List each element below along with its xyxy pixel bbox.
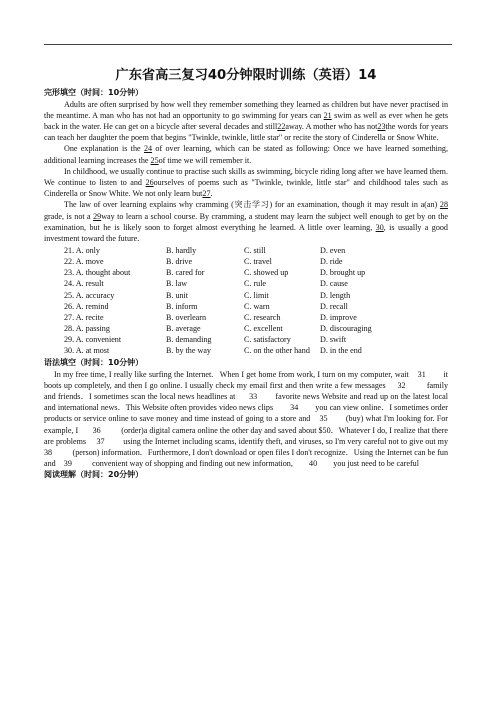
- option-c: C. warn: [244, 301, 270, 311]
- text-run: of over learning, which can be stated as following: Once we have learned something, additional learning increases the: [44, 144, 449, 165]
- option-row: [64, 245, 448, 256]
- option-a: 28. A. passing: [64, 323, 110, 333]
- blank-23: 23: [377, 121, 386, 131]
- option-c: C. showed up: [244, 268, 289, 278]
- reading-heading: 阅读理解（时间：20分钟）: [44, 470, 144, 480]
- chinese-gloss: 突击学习: [233, 200, 270, 210]
- option-d: D. discouraging: [320, 323, 372, 333]
- text-run: ) for an examination, though it may result in a(an): [269, 200, 440, 210]
- cloze-paragraph-4: [44, 199, 448, 244]
- option-b: B. overlearn: [166, 312, 207, 322]
- text-run: way to learn a school course. By cramming, a student may learn the subject well enough to get by on the examination, but he is likely soon to forget almost everything he learned. A little over learning,: [44, 211, 448, 232]
- option-a: 25. A. accuracy: [64, 290, 115, 300]
- option-a: 27. A. recite: [64, 312, 104, 322]
- header-rule: [44, 44, 452, 45]
- option-d: D. ride: [320, 257, 343, 267]
- option-c: C. still: [244, 246, 266, 256]
- option-b: B. unit: [166, 290, 189, 300]
- option-a: 24. A. result: [64, 279, 104, 289]
- blank-21: 21: [323, 110, 332, 120]
- option-c: C. on the other hand: [244, 345, 310, 355]
- cloze-paragraph-1: [44, 99, 448, 144]
- blank-24: 24: [143, 144, 153, 154]
- text-run: swim as well as ever when he gets back in the water. He can get on a bicycle after several decades and still: [44, 110, 449, 131]
- blank-27: 27: [202, 189, 211, 199]
- option-row: [64, 256, 448, 267]
- text-run: In childhood, we usually continue to practise such skills as swimming, bicycle riding long after we have learned them. We continue to listen to and: [44, 166, 448, 187]
- grammar-heading: 语法填空（时间：10分钟）: [44, 358, 144, 368]
- option-row: [64, 290, 448, 301]
- text-run: away. A mother who has not: [285, 121, 378, 131]
- option-row: [64, 323, 448, 334]
- blank-28: 28: [439, 200, 448, 210]
- option-a: 23. A. thought about: [64, 268, 131, 278]
- option-b: B. hardly: [166, 246, 197, 256]
- option-a: 22. A. move: [64, 257, 104, 267]
- option-d: D. cause: [320, 279, 348, 289]
- document-page: [44, 60, 465, 481]
- option-c: C. research: [244, 312, 281, 322]
- option-a: 30. A. at most: [64, 345, 110, 355]
- option-row: [64, 345, 448, 356]
- text-run: , is usually a good investment toward the future.: [44, 222, 448, 243]
- option-c: C. excellent: [244, 323, 283, 333]
- text-run: Adults are often surprised by how well they remember something they learned as children but have never practised in the meantime. A man who has not had an opportunity to go swimming for years can: [44, 99, 448, 120]
- option-b: B. drive: [166, 257, 193, 267]
- option-a: 21. A. only: [64, 246, 100, 256]
- option-d: D. brought up: [320, 268, 366, 278]
- blank-22: 22: [277, 121, 286, 131]
- text-run: the words for years can teach her daughter the poem that begins "Twinkle, twinkle, little star" or recite the story of Cinderella or Snow White.: [44, 121, 448, 143]
- option-c: C. limit: [244, 290, 269, 300]
- option-b: B. law: [166, 279, 188, 289]
- option-c: C. rule: [244, 279, 267, 289]
- blank-26: 26: [145, 177, 154, 187]
- text-run: ourselves of poems such as "Twinkle, twinkle, little star" and childhood tales such as Cinderella or Snow White. We not only learn but: [44, 177, 448, 199]
- grammar-paragraph: In my free time, I really like surfing the Internet. When I get home from work, I turn on my computer, wait 31 it boots up completely, and then I go online. I usually check my email first and then write a few messages 32 family and friends．I sometimes scan the local news headlines at 33 favorite news Website and read up on the latest local and international news．This Website often provides video news clips 34 you can view online．I sometimes order products or service online to save money and time instead of going to a store and 35 (buy) what I'm looking for. For example, I 36 (order)a digital camera online the other day and saved about $50．Whatever I do, I realize that there are problems 37 using the Internet including scams, identify theft, and viruses, so I'm very careful not to give out my 38 (person) information．Furthermore, I don't download or open files I don't recognize．Using the Internet can be fun and 39 convenient way of shopping and finding out new information, 40 you just need to be careful: [44, 369, 465, 469]
- text-run: grade, is not a: [44, 211, 94, 221]
- cloze-paragraph-2: [44, 143, 448, 165]
- cloze-options: [64, 245, 448, 356]
- option-b: B. by the way: [166, 345, 211, 355]
- option-c: C. satisfactory: [244, 334, 291, 344]
- text-run: of time we will remember it.: [158, 155, 252, 165]
- option-a: 29. A. convenient: [64, 334, 122, 344]
- option-d: D. length: [320, 290, 351, 300]
- option-row: [64, 312, 448, 323]
- option-row: [64, 301, 448, 312]
- option-d: D. improve: [320, 312, 357, 322]
- text-run: One explanation is the: [64, 144, 144, 154]
- option-d: D. swift: [320, 334, 347, 344]
- cloze-paragraph-3: [44, 166, 448, 200]
- cloze-heading: 完形填空（时间：10分钟）: [44, 88, 144, 97]
- blank-29: 29: [93, 211, 102, 221]
- option-row: [64, 278, 448, 289]
- page-title: 广东省高三复习40分钟限时训练（英语）14: [115, 68, 377, 83]
- option-b: B. average: [166, 323, 201, 333]
- option-c: C. travel: [244, 257, 272, 267]
- option-b: B. cared for: [166, 268, 205, 278]
- option-d: D. in the end: [320, 345, 362, 355]
- blank-30: 30: [375, 222, 384, 232]
- blank-25: 25: [150, 155, 159, 165]
- option-b: B. inform: [166, 301, 198, 311]
- option-row: [64, 267, 448, 278]
- option-d: D. recall: [320, 301, 348, 311]
- text-run: .: [210, 189, 213, 199]
- text-run: The law of over learning explains why cramming (: [64, 200, 234, 210]
- option-row: [64, 334, 448, 345]
- option-d: D. even: [320, 246, 346, 256]
- option-b: B. demanding: [166, 334, 212, 344]
- option-a: 26. A. remind: [64, 301, 109, 311]
